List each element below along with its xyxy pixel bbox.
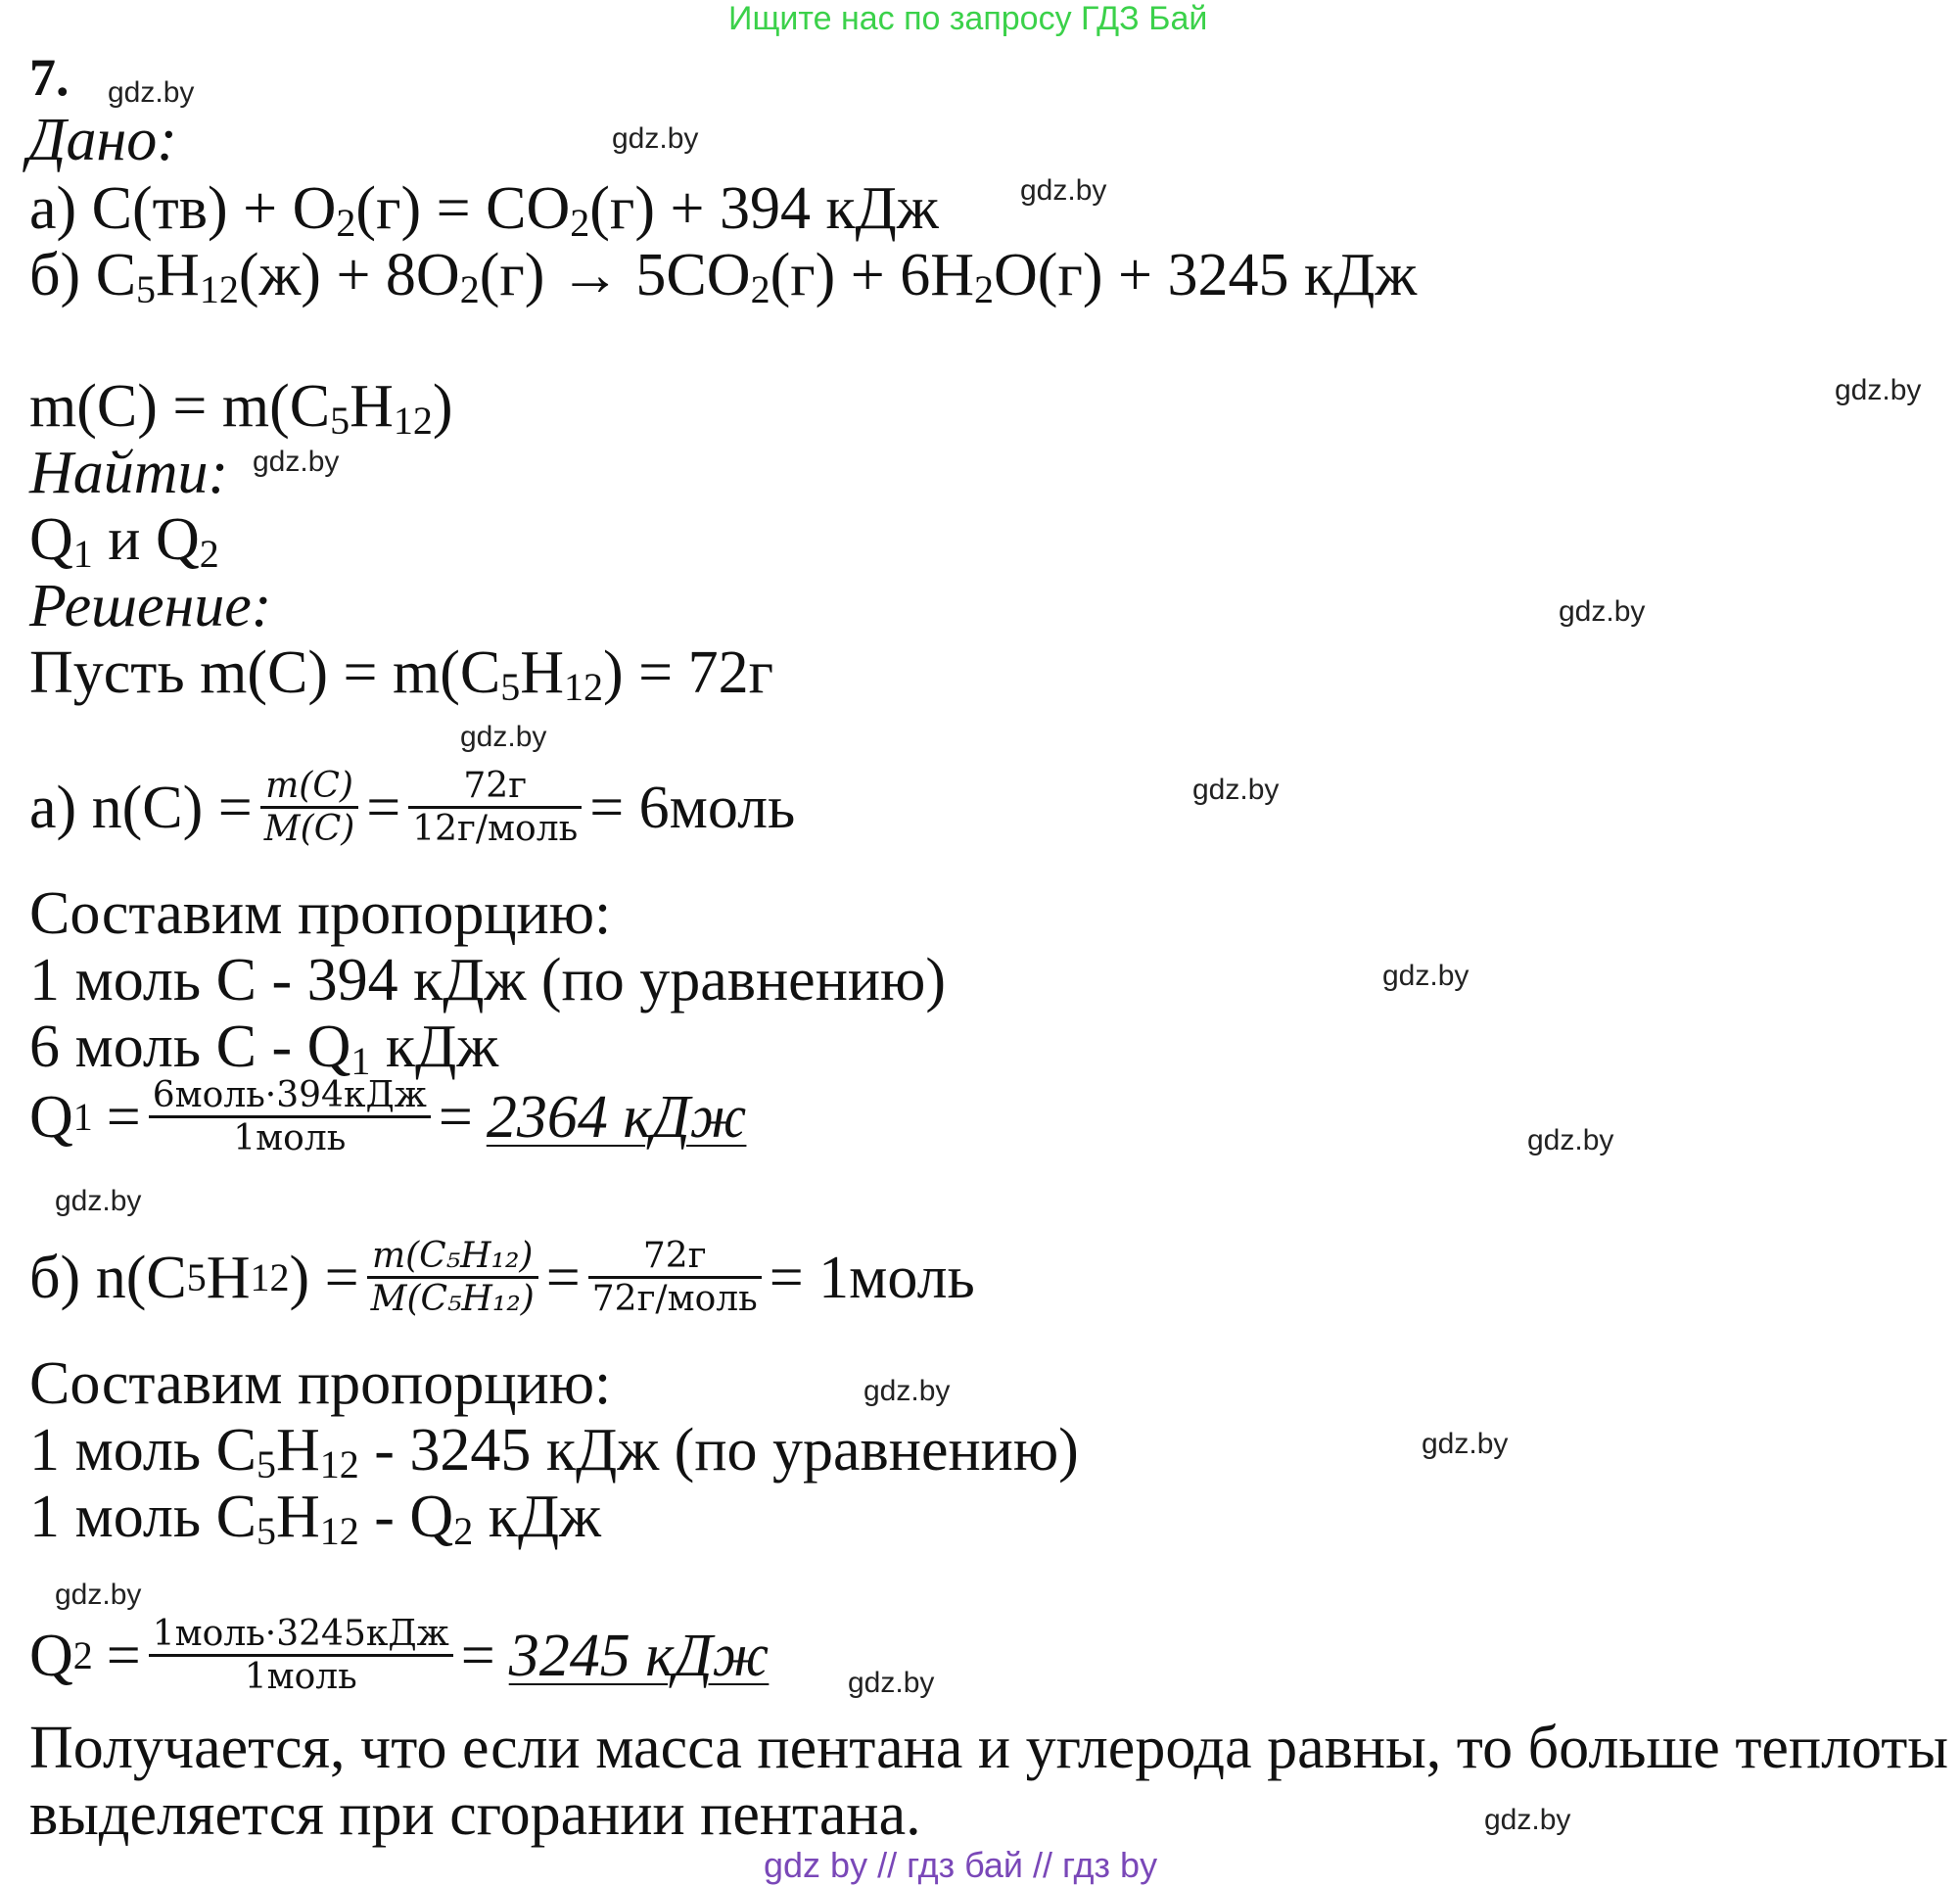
footer-links: gdz by // гдз бай // гдз by	[764, 1845, 1158, 1885]
calc-a: а) n(C) = $\frac{m(C)}{M(C)}$ = $\frac{72г}{\text{12г/моль}}$ = 6моль	[29, 766, 796, 850]
find-value: $Q_1$ и $Q_2$	[29, 506, 219, 576]
let-line: Пусть $m(C) = m(C_5H_{12}) = 72г$	[29, 639, 774, 709]
fraction-values-b: $\frac{72г}{\text{72г/моль}}$	[588, 1236, 762, 1320]
watermark: gdz.by	[108, 76, 195, 109]
calc-b: б) n(C 5 H 12 ) = $\frac{\text{m(C₅H₁₂)}}{\text{M(C₅H₁₂)}}$ = $\frac{72г}{\text{72г/моль}}$ = 1моль	[29, 1236, 975, 1320]
q2-answer: 3245 кДж	[508, 1622, 770, 1689]
q2-calculation: Q 2 = $\frac{\text{1моль·3245кДж}}{\text{1моль}}$ = 3245 кДж	[29, 1614, 770, 1698]
site-banner: Ищите нас по запросу ГДЗ Бай	[728, 0, 1208, 37]
watermark: gdz.by	[1422, 1428, 1509, 1460]
proportion-label-a: Составим пропорцию:	[29, 880, 612, 947]
proportion-b-line2: 1 моль $C_5H_{12} - Q_2$ кДж	[29, 1484, 601, 1553]
fraction-values: $\frac{72г}{\text{12г/моль}}$	[408, 766, 582, 850]
watermark: gdz.by	[253, 446, 340, 478]
proportion-a-line1: 1 моль C - 394 кДж (по уравнению)	[29, 947, 947, 1014]
watermark: gdz.by	[863, 1375, 951, 1407]
solution-label: Решение:	[29, 573, 272, 639]
watermark: gdz.by	[1484, 1804, 1571, 1836]
fraction-mass-over-molar: $\frac{m(C)}{M(C)}$	[260, 766, 359, 850]
equation-a: а) $C(тв) + O_2(г) = CO_2(г) + 394$ кДж	[29, 175, 939, 245]
watermark: gdz.by	[55, 1185, 142, 1217]
watermark: gdz.by	[1835, 374, 1922, 406]
watermark: gdz.by	[1382, 960, 1470, 992]
watermark: gdz.by	[1559, 595, 1646, 628]
conclusion-line-1: Получается, что если масса пентана и углерода равны, то больше теплоты	[29, 1715, 1948, 1781]
fraction-mass-over-molar-b: $\frac{\text{m(C₅H₁₂)}}{\text{M(C₅H₁₂)}}$	[367, 1236, 538, 1320]
find-label: Найти:	[29, 440, 229, 506]
equation-b: б) $C_5H_{12}(ж) + 8O_2(г) \to 5CO_2(г) + 6H_2O(г) + 3245$ кДж	[29, 242, 1418, 311]
given-label: Дано:	[27, 107, 177, 173]
q1-calculation: Q 1 = $\frac{\text{6моль·394кДж}}{\text{1моль}}$ = 2364 кДж	[29, 1075, 747, 1159]
proportion-label-b: Составим пропорцию:	[29, 1350, 612, 1417]
task-number: 7.	[29, 48, 70, 107]
q1-answer: 2364 кДж	[486, 1083, 747, 1151]
watermark: gdz.by	[460, 721, 547, 753]
proportion-a-line2: 6 моль C - $Q_1$ кДж	[29, 1014, 499, 1083]
watermark: gdz.by	[55, 1579, 142, 1611]
watermark: gdz.by	[1020, 174, 1107, 207]
fraction-q1: $\frac{\text{6моль·394кДж}}{\text{1моль}}$	[149, 1075, 431, 1159]
proportion-b-line1: 1 моль $C_5H_{12} - 3245$ кДж (по уравнению)	[29, 1417, 1079, 1486]
watermark: gdz.by	[612, 122, 699, 155]
watermark: gdz.by	[848, 1667, 935, 1699]
conclusion-line-2: выделяется при сгорании пентана.	[29, 1781, 921, 1848]
watermark: gdz.by	[1527, 1124, 1614, 1156]
mass-equality: $m(C) = m(C_5H_{12})$	[29, 373, 453, 443]
fraction-q2: $\frac{\text{1моль·3245кДж}}{\text{1моль}}$	[149, 1614, 453, 1698]
watermark: gdz.by	[1192, 774, 1280, 806]
